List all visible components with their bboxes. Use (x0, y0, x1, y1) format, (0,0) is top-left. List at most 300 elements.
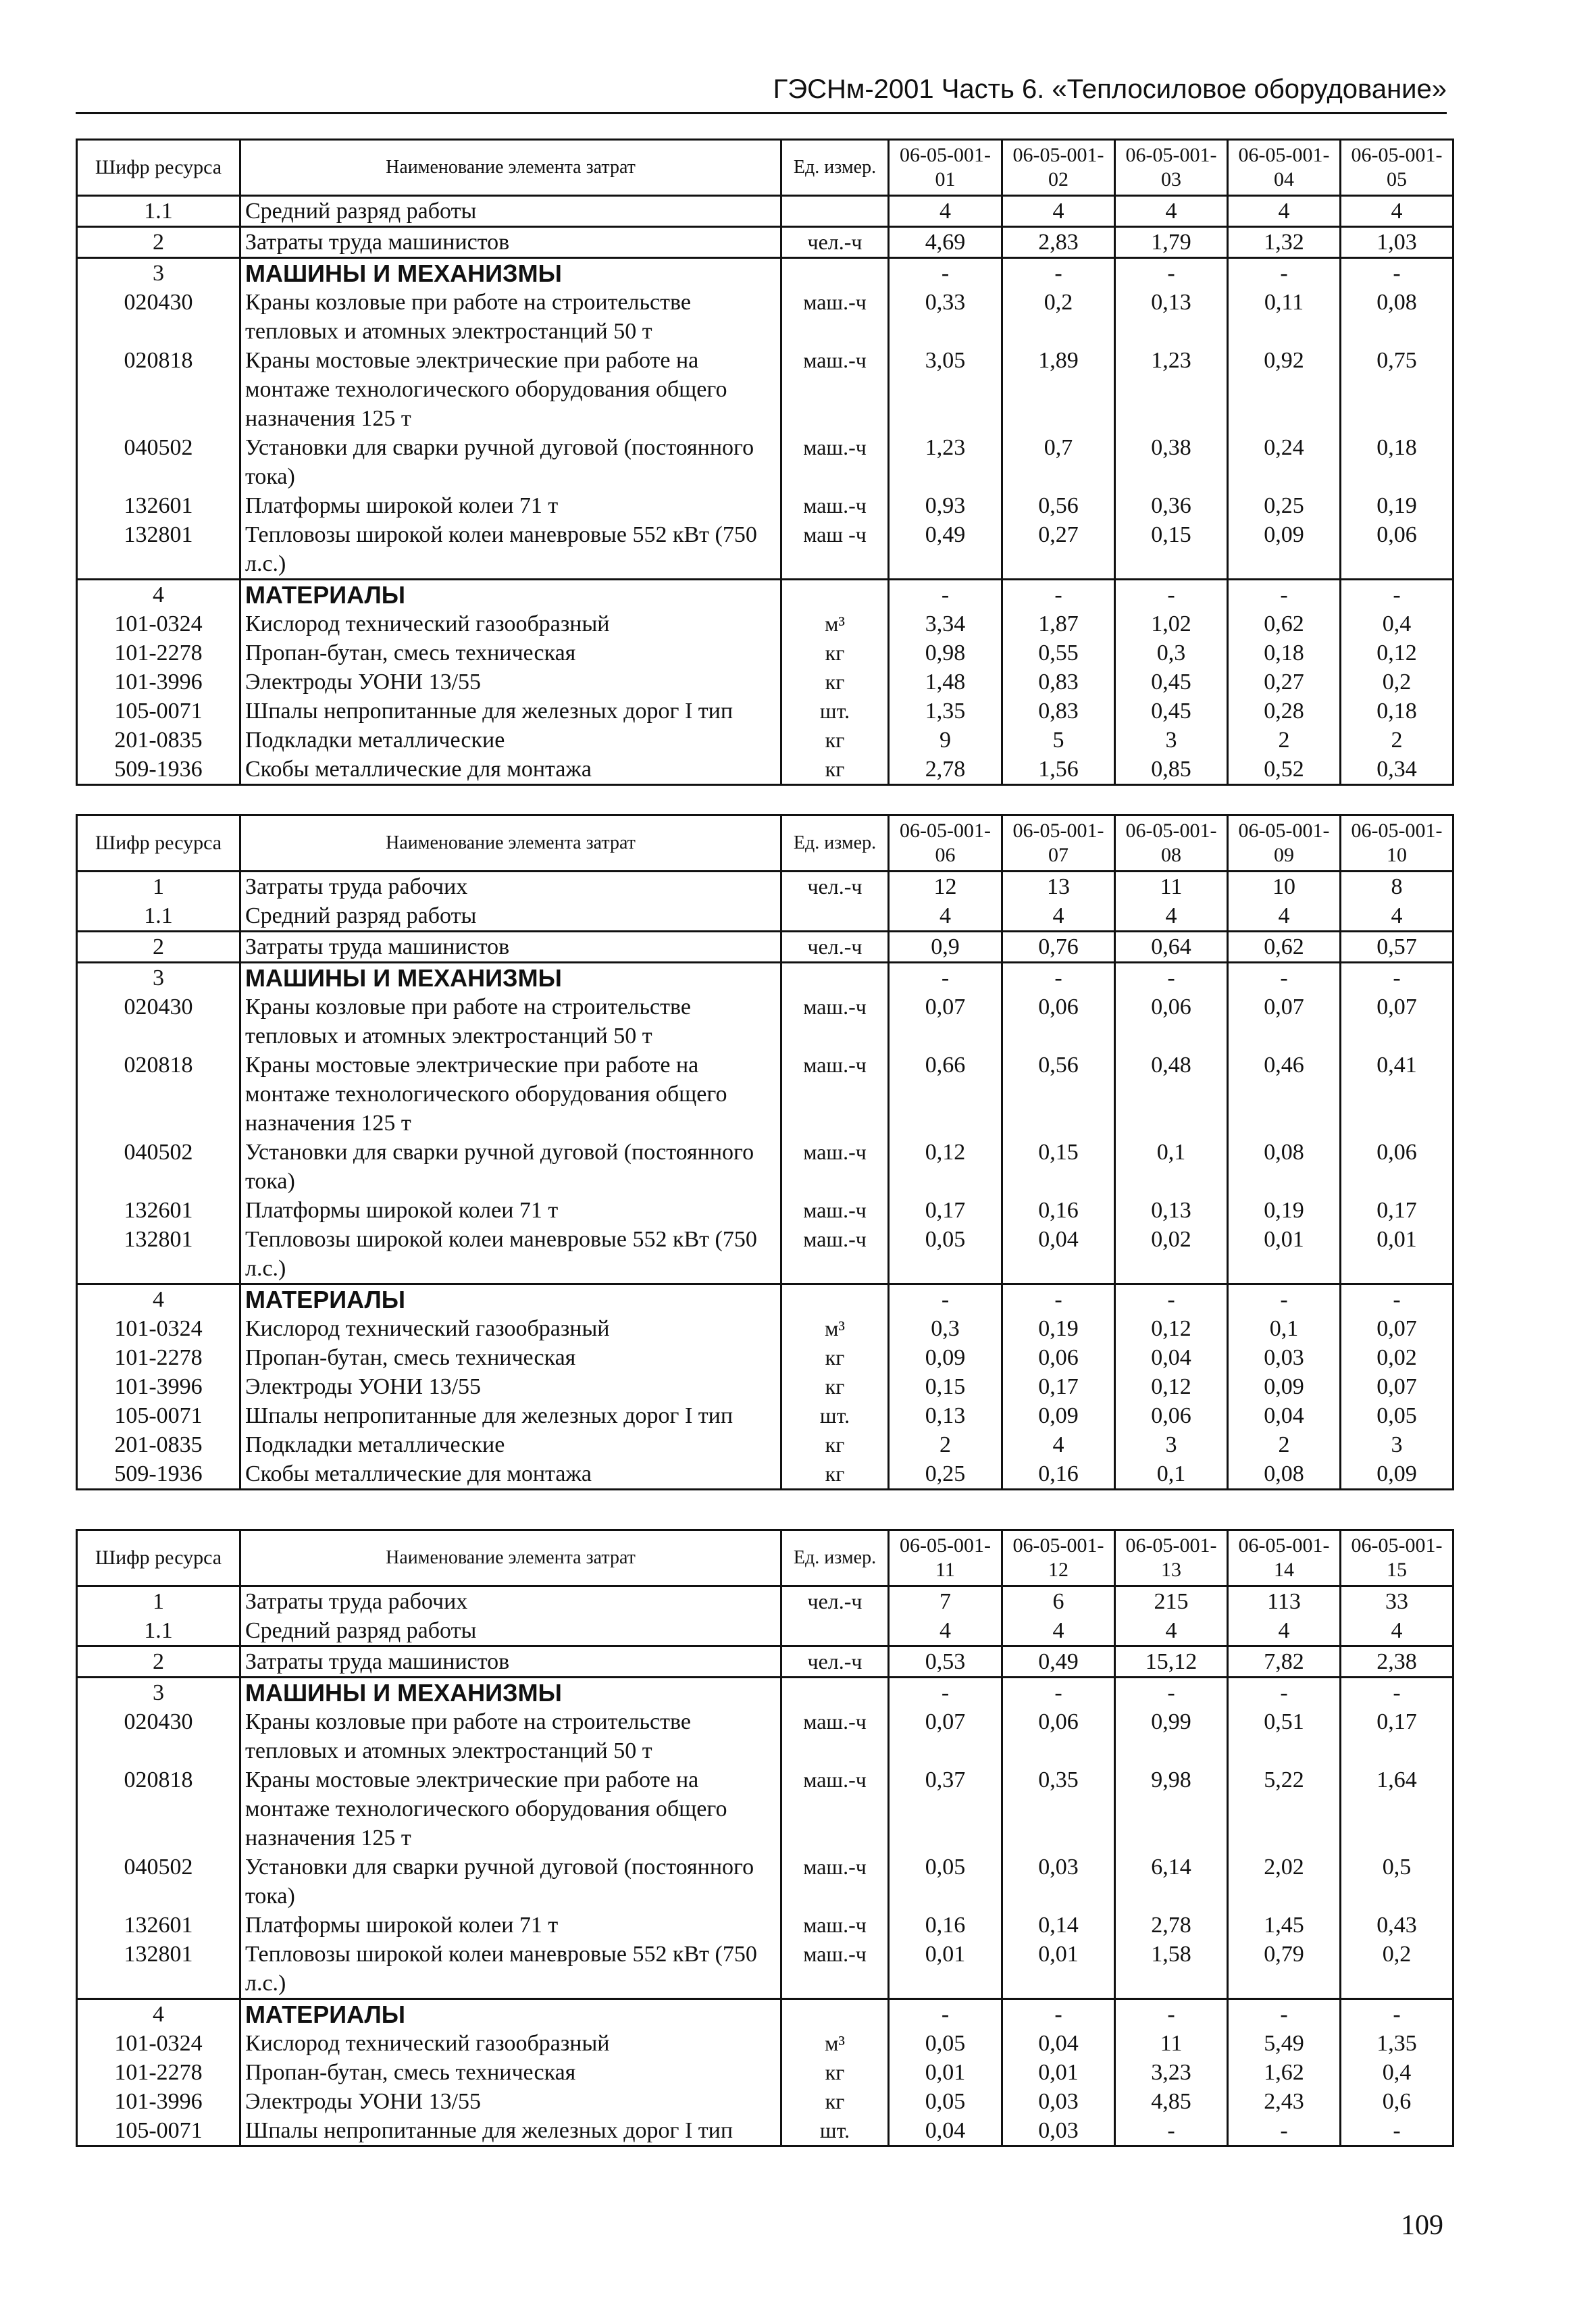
norm-value: - (1228, 258, 1341, 288)
resource-name: Подкладки металлические (240, 726, 781, 755)
norm-value: 5 (1002, 726, 1115, 755)
norm-value: 0,09 (1228, 520, 1341, 580)
norm-value: - (1002, 580, 1115, 610)
norm-value: 0,16 (1002, 1459, 1115, 1490)
table-row (77, 638, 1453, 668)
unit-of-measure: маш.-ч (781, 1765, 889, 1853)
resource-name: Средний разряд работы (240, 196, 781, 227)
norm-value: 0,05 (889, 2087, 1002, 2116)
norm-value: 0,08 (1228, 1459, 1341, 1490)
norm-value: 0,27 (1002, 520, 1115, 580)
norm-value: 4 (1115, 901, 1228, 932)
resource-name: Средний разряд работы (240, 901, 781, 932)
resource-name: Краны мостовые электрические при работе на монтаже технологического оборудования общего назначения 125 т (240, 346, 781, 433)
norm-value: 0,56 (1002, 491, 1115, 520)
norm-value: 0,02 (1115, 1225, 1228, 1284)
norm-value: 0,2 (1341, 668, 1453, 697)
resource-code: 132601 (77, 491, 240, 520)
resource-code: 1.1 (77, 196, 240, 227)
norm-value: 1,89 (1002, 346, 1115, 433)
norm-value: 2,78 (1115, 1911, 1228, 1940)
norm-value: 0,35 (1002, 1765, 1115, 1853)
norm-value: 0,45 (1115, 697, 1228, 726)
norm-value: 0,05 (889, 1225, 1002, 1284)
norm-value: 0,09 (1341, 1459, 1453, 1490)
norm-value: 0,48 (1115, 1051, 1228, 1138)
unit-of-measure: шт. (781, 697, 889, 726)
resource-code: 509-1936 (77, 755, 240, 785)
resource-code: 105-0071 (77, 697, 240, 726)
norm-value: - (1115, 963, 1228, 993)
norm-value: - (889, 1284, 1002, 1315)
unit-of-measure (781, 1678, 889, 1708)
norm-value: - (1228, 1678, 1341, 1708)
norm-value: - (1228, 1284, 1341, 1315)
table-row (77, 2058, 1453, 2087)
norm-value: 2 (1341, 726, 1453, 755)
norm-value: 0,46 (1228, 1051, 1341, 1138)
norm-value: 0,38 (1115, 433, 1228, 491)
norm-value: 1,32 (1228, 227, 1341, 258)
unit-of-measure (781, 963, 889, 993)
unit-of-measure: кг (781, 1430, 889, 1459)
norm-value: 4 (1228, 1616, 1341, 1646)
norm-value: 1,64 (1341, 1765, 1453, 1853)
norm-value: 0,5 (1341, 1853, 1453, 1911)
norm-value: 4,69 (889, 227, 1002, 258)
resource-code: 101-2278 (77, 2058, 240, 2087)
resource-name: Кислород технический газообразный (240, 2029, 781, 2058)
norm-value: 113 (1228, 1586, 1341, 1617)
resource-name: Затраты труда машинистов (240, 1646, 781, 1678)
unit-of-measure: кг (781, 1459, 889, 1490)
norm-value: - (1341, 963, 1453, 993)
resource-code: 4 (77, 1999, 240, 2030)
norm-value: 33 (1341, 1586, 1453, 1617)
norm-value: 0,16 (889, 1911, 1002, 1940)
norm-value: 0,15 (889, 1372, 1002, 1401)
norm-value: 0,24 (1228, 433, 1341, 491)
table-row (77, 1459, 1453, 1490)
norm-value: 0,05 (889, 2029, 1002, 2058)
norm-value: 0,76 (1002, 932, 1115, 963)
norm-value: - (1002, 1284, 1115, 1315)
norm-value: - (1341, 1678, 1453, 1708)
norm-value: 0,2 (1341, 1940, 1453, 1999)
header-code: Шифр ресурса (77, 140, 240, 196)
resource-code: 101-3996 (77, 2087, 240, 2116)
resource-name: Скобы металлические для монтажа (240, 755, 781, 785)
norm-value: 0,13 (1115, 288, 1228, 346)
norm-value: 0,04 (1228, 1401, 1341, 1430)
resource-name: Электроды УОНИ 13/55 (240, 668, 781, 697)
resource-code: 4 (77, 1284, 240, 1315)
header-norm-code: 06-05-001-10 (1341, 815, 1453, 872)
resource-code: 4 (77, 580, 240, 610)
header-code: Шифр ресурса (77, 1530, 240, 1586)
norm-value: - (1341, 258, 1453, 288)
norm-value: 0,01 (1341, 1225, 1453, 1284)
norm-value: 0,09 (1228, 1372, 1341, 1401)
norm-value: 0,07 (1341, 1372, 1453, 1401)
norm-value: 15,12 (1115, 1646, 1228, 1678)
norm-value: 0,13 (1115, 1196, 1228, 1225)
resource-code: 132801 (77, 1225, 240, 1284)
resource-name: Затраты труда машинистов (240, 932, 781, 963)
resource-code: 101-2278 (77, 1343, 240, 1372)
section-row (77, 1999, 1453, 2030)
resource-code: 101-0324 (77, 609, 240, 638)
resource-code: 1 (77, 872, 240, 902)
norm-value: 0,04 (1002, 2029, 1115, 2058)
norm-value: 0,36 (1115, 491, 1228, 520)
norm-value: 0,01 (1002, 1940, 1115, 1999)
unit-of-measure: шт. (781, 1401, 889, 1430)
unit-of-measure: маш.-ч (781, 346, 889, 433)
norm-value: 5,22 (1228, 1765, 1341, 1853)
norm-value: 0,49 (889, 520, 1002, 580)
table-row (77, 1940, 1453, 1999)
unit-of-measure: чел.-ч (781, 227, 889, 258)
norm-value: 0,06 (1115, 1401, 1228, 1430)
norm-value: 0,2 (1002, 288, 1115, 346)
resource-name: Краны козловые при работе на строительстве тепловых и атомных электростанций 50 т (240, 288, 781, 346)
unit-of-measure (781, 1284, 889, 1315)
norm-value: 1,35 (889, 697, 1002, 726)
table-row (77, 697, 1453, 726)
norm-value: - (1341, 2116, 1453, 2146)
norm-value: 2 (1228, 1430, 1341, 1459)
norm-value: - (1002, 963, 1115, 993)
norm-value: 0,01 (889, 2058, 1002, 2087)
norm-value: 0,15 (1115, 520, 1228, 580)
resource-code: 201-0835 (77, 726, 240, 755)
table-row (77, 1138, 1453, 1196)
header-norm-code: 06-05-001-11 (889, 1530, 1002, 1586)
header-norm-code: 06-05-001-01 (889, 140, 1002, 196)
norm-value: 0,01 (1228, 1225, 1341, 1284)
norm-value: 1,23 (889, 433, 1002, 491)
resource-code: 101-3996 (77, 668, 240, 697)
resource-name: Установки для сварки ручной дуговой (постоянного тока) (240, 1138, 781, 1196)
resource-code: 020818 (77, 1765, 240, 1853)
resource-name: Пропан-бутан, смесь техническая (240, 1343, 781, 1372)
table-header-row (77, 815, 1453, 872)
resource-name: Затраты труда рабочих (240, 872, 781, 902)
resource-code: 3 (77, 963, 240, 993)
resource-name: Средний разряд работы (240, 1616, 781, 1646)
unit-of-measure: чел.-ч (781, 1646, 889, 1678)
resource-code: 3 (77, 258, 240, 288)
resource-code: 105-0071 (77, 2116, 240, 2146)
norm-value: 0,12 (889, 1138, 1002, 1196)
norm-value: 0,19 (1002, 1314, 1115, 1343)
norm-value: - (889, 258, 1002, 288)
norm-value: 4 (1228, 901, 1341, 932)
table-row (77, 1430, 1453, 1459)
table-row (77, 1765, 1453, 1853)
norm-value: 0,99 (1115, 1707, 1228, 1765)
norm-value: 0,03 (1228, 1343, 1341, 1372)
norm-value: 2,78 (889, 755, 1002, 785)
table-row (77, 196, 1453, 227)
table-row (77, 1911, 1453, 1940)
norm-value: 0,4 (1341, 2058, 1453, 2087)
norm-value: 9 (889, 726, 1002, 755)
norm-value: 2,43 (1228, 2087, 1341, 2116)
norm-value: 4 (889, 1616, 1002, 1646)
norm-value: - (1002, 1999, 1115, 2030)
norm-value: 0,37 (889, 1765, 1002, 1853)
table-row (77, 1616, 1453, 1646)
norm-value: 0,07 (889, 992, 1002, 1051)
table-row (77, 726, 1453, 755)
norm-value: 1,48 (889, 668, 1002, 697)
norm-value: - (1115, 258, 1228, 288)
norm-value: 0,62 (1228, 932, 1341, 963)
norm-value: 2 (1228, 726, 1341, 755)
header-name: Наименование элемента затрат (240, 1530, 781, 1586)
resource-code: 020818 (77, 1051, 240, 1138)
norm-value: 0,34 (1341, 755, 1453, 785)
resource-code: 201-0835 (77, 1430, 240, 1459)
resource-name: МАШИНЫ И МЕХАНИЗМЫ (240, 963, 781, 993)
unit-of-measure: маш -ч (781, 520, 889, 580)
norm-value: 1,56 (1002, 755, 1115, 785)
table-header-row (77, 1530, 1453, 1586)
resource-code: 3 (77, 1678, 240, 1708)
unit-of-measure: шт. (781, 2116, 889, 2146)
unit-of-measure: маш.-ч (781, 992, 889, 1051)
header-norm-code: 06-05-001-07 (1002, 815, 1115, 872)
norm-value: 0,06 (1002, 992, 1115, 1051)
norm-value: 3,05 (889, 346, 1002, 433)
norm-value: 0,07 (889, 1707, 1002, 1765)
norm-value: 4 (1228, 196, 1341, 227)
table-row (77, 1646, 1453, 1678)
header-norm-code: 06-05-001-13 (1115, 1530, 1228, 1586)
resource-code: 101-0324 (77, 2029, 240, 2058)
unit-of-measure (781, 901, 889, 932)
norm-value: 0,19 (1228, 1196, 1341, 1225)
resource-code: 020430 (77, 992, 240, 1051)
resource-name: Электроды УОНИ 13/55 (240, 2087, 781, 2116)
norm-value: 10 (1228, 872, 1341, 902)
norm-value: 0,14 (1002, 1911, 1115, 1940)
section-row (77, 963, 1453, 993)
norm-value: 0,52 (1228, 755, 1341, 785)
resource-name: Подкладки металлические (240, 1430, 781, 1459)
page-number: 109 (1401, 2210, 1443, 2241)
header-name: Наименование элемента затрат (240, 815, 781, 872)
norm-value: 4 (1002, 1430, 1115, 1459)
norm-value: 0,07 (1341, 1314, 1453, 1343)
header-norm-code: 06-05-001-02 (1002, 140, 1115, 196)
header-norm-code: 06-05-001-05 (1341, 140, 1453, 196)
norm-value: 2 (889, 1430, 1002, 1459)
unit-of-measure: м³ (781, 2029, 889, 2058)
resource-code: 2 (77, 227, 240, 258)
norm-value: 0,57 (1341, 932, 1453, 963)
resource-name: Электроды УОНИ 13/55 (240, 1372, 781, 1401)
resource-name: Краны козловые при работе на строительстве тепловых и атомных электростанций 50 т (240, 1707, 781, 1765)
resource-code: 1.1 (77, 901, 240, 932)
norm-value: - (1115, 1999, 1228, 2030)
norms-table-1 (76, 139, 1454, 786)
table-row (77, 1051, 1453, 1138)
norm-value: 0,01 (1002, 2058, 1115, 2087)
running-header: ГЭСНм-2001 Часть 6. «Теплосиловое оборудование» (76, 76, 1447, 114)
norm-value: 0,17 (1002, 1372, 1115, 1401)
resource-name: Платформы широкой колеи 71 т (240, 491, 781, 520)
header-norm-code: 06-05-001-14 (1228, 1530, 1341, 1586)
resource-name: Пропан-бутан, смесь техническая (240, 638, 781, 668)
norm-value: 12 (889, 872, 1002, 902)
unit-of-measure: кг (781, 1343, 889, 1372)
norm-value: 1,58 (1115, 1940, 1228, 1999)
header-norm-code: 06-05-001-04 (1228, 140, 1341, 196)
norm-value: 0,03 (1002, 2116, 1115, 2146)
norm-value: 0,66 (889, 1051, 1002, 1138)
norm-value: 0,11 (1228, 288, 1341, 346)
norm-value: 0,75 (1341, 346, 1453, 433)
norm-value: 0,1 (1228, 1314, 1341, 1343)
norm-value: 0,08 (1228, 1138, 1341, 1196)
table-row (77, 1372, 1453, 1401)
norm-value: 0,28 (1228, 697, 1341, 726)
table-row (77, 1225, 1453, 1284)
header-norm-code: 06-05-001-12 (1002, 1530, 1115, 1586)
header-unit: Ед. измер. (781, 140, 889, 196)
norm-value: 0,06 (1002, 1343, 1115, 1372)
norm-value: 8 (1341, 872, 1453, 902)
resource-code: 020430 (77, 1707, 240, 1765)
norm-value: 0,79 (1228, 1940, 1341, 1999)
norm-value: 4,85 (1115, 2087, 1228, 2116)
table-row (77, 755, 1453, 785)
table-row (77, 1853, 1453, 1911)
norm-value: 3 (1341, 1430, 1453, 1459)
norm-value: 0,12 (1341, 638, 1453, 668)
norm-value: 3 (1115, 1430, 1228, 1459)
norm-value: 0,9 (889, 932, 1002, 963)
norm-value: 1,03 (1341, 227, 1453, 258)
norm-value: 1,87 (1002, 609, 1115, 638)
norm-value: 9,98 (1115, 1765, 1228, 1853)
norm-value: 6 (1002, 1586, 1115, 1617)
norm-value: 4 (889, 901, 1002, 932)
resource-name: Краны козловые при работе на строительстве тепловых и атомных электростанций 50 т (240, 992, 781, 1051)
table-row (77, 872, 1453, 902)
norm-value: 3,23 (1115, 2058, 1228, 2087)
norm-value: 0,13 (889, 1401, 1002, 1430)
unit-of-measure: маш.-ч (781, 288, 889, 346)
norms-table-2 (76, 814, 1454, 1490)
table-row (77, 1707, 1453, 1765)
norm-value: 1,23 (1115, 346, 1228, 433)
unit-of-measure: маш.-ч (781, 491, 889, 520)
resource-name: Установки для сварки ручной дуговой (постоянного тока) (240, 1853, 781, 1911)
header-norm-code: 06-05-001-06 (889, 815, 1002, 872)
resource-name: Тепловозы широкой колеи маневровые 552 кВт (750 л.с.) (240, 1225, 781, 1284)
header-norm-code: 06-05-001-09 (1228, 815, 1341, 872)
table-row (77, 1196, 1453, 1225)
norm-value: - (889, 1999, 1002, 2030)
resource-code: 101-2278 (77, 638, 240, 668)
resource-name: Краны мостовые электрические при работе на монтаже технологического оборудования общего назначения 125 т (240, 1051, 781, 1138)
norm-value: 2,02 (1228, 1853, 1341, 1911)
norm-value: 215 (1115, 1586, 1228, 1617)
unit-of-measure (781, 1616, 889, 1646)
norm-value: - (1341, 1999, 1453, 2030)
norm-value: 4 (1341, 196, 1453, 227)
table-row (77, 288, 1453, 346)
unit-of-measure: м³ (781, 1314, 889, 1343)
resource-code: 105-0071 (77, 1401, 240, 1430)
norm-value: - (1115, 1284, 1228, 1315)
norm-value: 4 (1115, 1616, 1228, 1646)
resource-name: МАШИНЫ И МЕХАНИЗМЫ (240, 258, 781, 288)
norm-value: - (889, 580, 1002, 610)
norm-value: - (1228, 963, 1341, 993)
resource-code: 2 (77, 932, 240, 963)
norm-value: 0,07 (1341, 992, 1453, 1051)
norm-value: 3,34 (889, 609, 1002, 638)
unit-of-measure: кг (781, 668, 889, 697)
header-name: Наименование элемента затрат (240, 140, 781, 196)
unit-of-measure: чел.-ч (781, 1586, 889, 1617)
resource-code: 1.1 (77, 1616, 240, 1646)
unit-of-measure: кг (781, 726, 889, 755)
norms-table-3 (76, 1529, 1454, 2147)
norm-value: 6,14 (1115, 1853, 1228, 1911)
norm-value: - (1228, 580, 1341, 610)
resource-name: Затраты труда рабочих (240, 1586, 781, 1617)
norm-value: 0,03 (1002, 1853, 1115, 1911)
resource-name: Установки для сварки ручной дуговой (постоянного тока) (240, 433, 781, 491)
unit-of-measure (781, 196, 889, 227)
norm-value: 2,38 (1341, 1646, 1453, 1678)
norm-value: 0,51 (1228, 1707, 1341, 1765)
resource-name: Пропан-бутан, смесь техническая (240, 2058, 781, 2087)
norm-value: 0,04 (1115, 1343, 1228, 1372)
norm-value: 0,08 (1341, 288, 1453, 346)
norm-value: 0,09 (889, 1343, 1002, 1372)
table-row (77, 2116, 1453, 2146)
norm-value: 0,06 (1341, 520, 1453, 580)
norm-value: 0,18 (1341, 697, 1453, 726)
table-row (77, 901, 1453, 932)
table-row (77, 668, 1453, 697)
norm-value: 0,49 (1002, 1646, 1115, 1678)
unit-of-measure: м³ (781, 609, 889, 638)
resource-name: МАТЕРИАЛЫ (240, 1284, 781, 1315)
norm-value: 0,3 (889, 1314, 1002, 1343)
norm-value: 4 (1002, 196, 1115, 227)
norm-value: 0,07 (1228, 992, 1341, 1051)
norm-value: 2,83 (1002, 227, 1115, 258)
resource-name: Краны мостовые электрические при работе на монтаже технологического оборудования общего назначения 125 т (240, 1765, 781, 1853)
norm-value: 1,45 (1228, 1911, 1341, 1940)
resource-code: 101-3996 (77, 1372, 240, 1401)
norm-value: 11 (1115, 872, 1228, 902)
resource-code: 020430 (77, 288, 240, 346)
norm-value: 0,03 (1002, 2087, 1115, 2116)
norm-value: - (1228, 1999, 1341, 2030)
resource-code: 2 (77, 1646, 240, 1678)
resource-code: 509-1936 (77, 1459, 240, 1490)
section-row (77, 1678, 1453, 1708)
